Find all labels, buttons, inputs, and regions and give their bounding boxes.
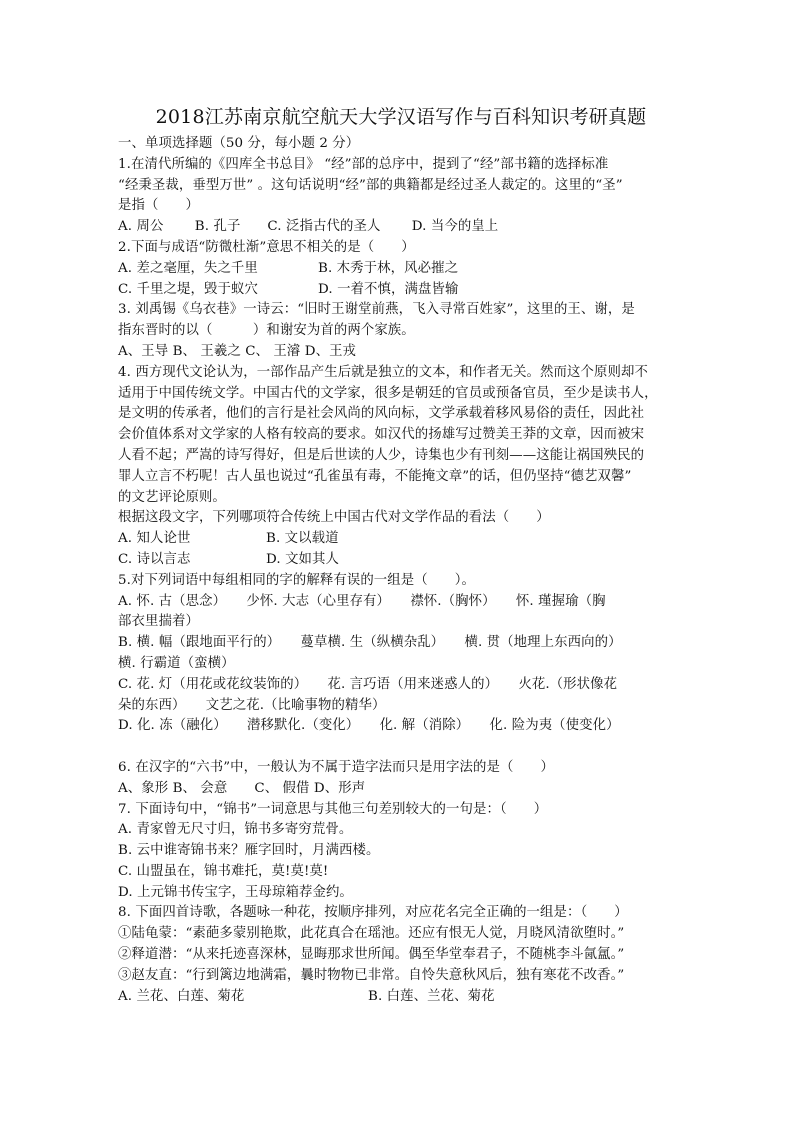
q4-stem: 根据这段文字，下列哪项符合传统上中国古代对文学作品的看法（ ） — [118, 510, 550, 526]
q4-option-a: A. 知人论世 — [118, 531, 191, 547]
q4-passage-line: 罪人立言不朽呢！古人虽也说过“孔雀虽有毒，不能掩文章”的话，但仍坚持“德艺双馨” — [118, 468, 632, 484]
q4-passage-line: 会价值体系对文学家的人格有较高的要求。如汉代的扬雄写过赞美王莽的文章，因而被宋 — [118, 427, 645, 443]
q7-option-a: A. 青家曾无尺寸归，锦书多寄穷荒骨。 — [118, 822, 353, 838]
q4-option-c: C. 诗以言志 — [118, 551, 191, 567]
q5-option-a: A. 怀. 古（思念） 少怀. 大志（心里存有） 襟怀.（胸怀） 怀. 瑾握瑜（胸 — [118, 593, 606, 609]
q3-line-1: 3. 刘禹锡《乌衣巷》一诗云：“旧时王谢堂前燕，飞入寻常百姓家”，这里的王、谢，是 — [118, 302, 635, 318]
q8-poem-3: ③赵友直：“行到篱边地满霜，曩时物物已非常。自怜失意秋风后，独有寒花不改香。” — [118, 967, 625, 983]
q4-option-b: B. 文以载道 — [266, 531, 339, 547]
q4-passage-line: 4. 西方现代文论认为，一部作品产生后就是独立的文本，和作者无关。然而这个原则却不 — [118, 364, 648, 380]
q5-option-a-cont: 部衣里揣着） — [118, 614, 199, 630]
q4-options-row-2 — [118, 550, 684, 571]
q4-option-d: D. 文如其人 — [266, 551, 340, 567]
q1-line-1: 1.在清代所编的《四库全书总目》 “经”部的总序中，提到了“经”部书籍的选择标准 — [118, 156, 609, 172]
q6-options: A、象形 B、 会意 C、 假借 D、形声 — [118, 780, 366, 796]
q5-option-d: D. 化. 冻（融化） 潜移默化.（变化） 化. 解（消除） 化. 险为夷（使变化） — [118, 718, 620, 734]
q2-option-b: B. 木秀于林，风必摧之 — [318, 260, 459, 276]
q5-stem: 5.对下列词语中每组相同的字的解释有误的一组是（ ）。 — [118, 572, 476, 588]
q5-option-b: B. 横. 幅（跟地面平行的） 蔓草横. 生（纵横杂乱） 横. 贯（地理上东西向的） — [118, 635, 622, 651]
blank-line — [118, 737, 684, 758]
q7-option-d: D. 上元锦书传宝字，王母琼箱荐金约。 — [118, 884, 353, 900]
q7-stem: 7. 下面诗句中，“锦书”一词意思与其他三句差别较大的一句是：（ ） — [118, 801, 548, 817]
q2-option-c: C. 千里之堤，毁于蚁穴 — [118, 281, 258, 297]
q2-options-row-2 — [118, 280, 684, 301]
exam-page — [118, 102, 684, 1007]
q1-line-2: “经秉圣裁，垂型万世” 。这句话说明“经”部的典籍都是经过圣人裁定的。这里的“圣” — [118, 177, 623, 193]
q1-options: A. 周公 B. 孔子 C. 泛指古代的圣人 D. 当今的皇上 — [118, 219, 499, 235]
q4-passage-line: 适用于中国传统文学。中国古代的文学家，很多是朝廷的官员或预备官员，至少是读书人， — [118, 385, 658, 401]
q2-options-row-1 — [118, 259, 684, 280]
q4-passage-line: 的文艺评论原则。 — [118, 489, 226, 505]
q8-option-a: A. 兰花、白莲、菊花 — [118, 988, 245, 1004]
q8-poem-1: ①陆龟蒙：“素葩多蒙别艳欺，此花真合在瑶池。还应有恨无人觉，月晓风清欲堕时。” — [118, 926, 625, 942]
q5-option-b-cont: 横. 行霸道（蛮横） — [118, 655, 235, 671]
q7-option-c: C. 山盟虽在，锦书难托，莫!莫!莫! — [118, 863, 329, 879]
q3-options: A、王导 B、 王羲之 C、 王濬 D、王戎 — [118, 343, 357, 359]
q5-option-c: C. 花. 灯（用花或花纹装饰的） 花. 言巧语（用来迷惑人的） 火花.（形状像花 — [118, 676, 618, 692]
q8-option-b: B. 白莲、兰花、菊花 — [368, 988, 495, 1004]
q3-line-2: 指东晋时的以（ ）和谢安为首的两个家族。 — [118, 323, 415, 339]
section-heading: 一、单项选择题（50 分，每小题 2 分） — [118, 136, 360, 151]
q1-line-3: 是指（ ） — [118, 198, 199, 214]
q2-option-a: A. 差之毫厘，失之千里 — [118, 260, 258, 276]
page-title: 2018江苏南京航空航天大学汉语写作与百科知识考研真题 — [155, 106, 647, 128]
q5-option-c-cont: 朵的东西） 文艺之花.（比喻事物的精华） — [118, 697, 386, 713]
q8-stem: 8. 下面四首诗歌，各题咏一种花，按顺序排列，对应花名完全正确的一组是：（ ） — [118, 905, 628, 921]
q8-options-row-1 — [118, 987, 684, 1008]
q4-passage-line: 是文明的传承者，他们的言行是社会风尚的风向标，文学承载着移风易俗的责任，因此社 — [118, 406, 645, 422]
q8-poem-2: ②释道潜：“从来托迹喜深林，显晦那求世所闻。偶至华堂奉君子，不随桃李斗氤氲。” — [118, 947, 625, 963]
q4-options-row-1 — [118, 529, 684, 550]
q2-stem: 2.下面与成语“防微杜渐”意思不相关的是（ ） — [118, 239, 415, 255]
q6-stem: 6. 在汉字的“六书”中，一般认为不属于造字法而只是用字法的是（ ） — [118, 759, 554, 775]
q2-option-d: D. 一着不慎，满盘皆输 — [318, 281, 459, 297]
q4-passage-line: 人看不起；严嵩的诗写得好，但是后世读的人少，诗集也少有刊刻——这能让祸国殃民的 — [118, 447, 645, 463]
q7-option-b: B. 云中谁寄锦书来？雁字回时，月满西楼。 — [118, 843, 380, 859]
